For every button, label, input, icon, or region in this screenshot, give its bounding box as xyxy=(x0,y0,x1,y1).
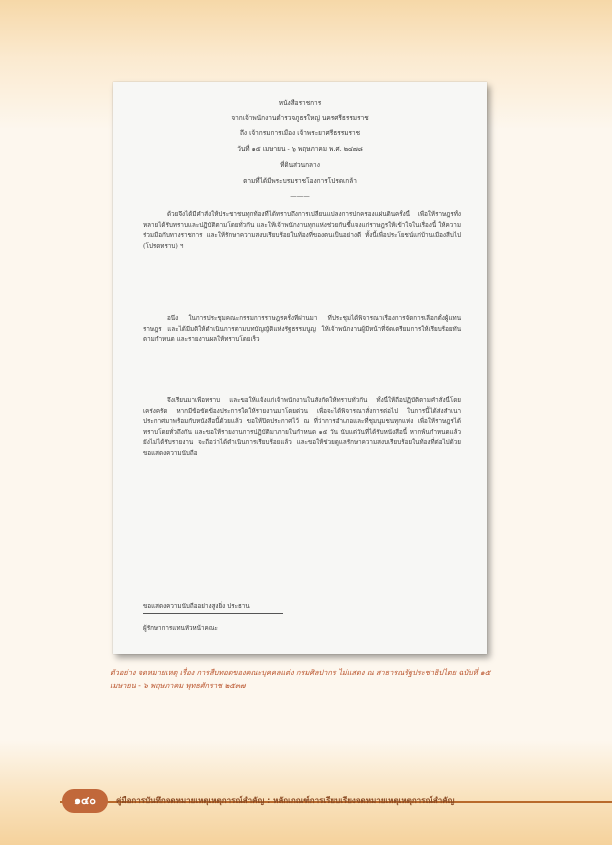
document-header-line: หนังสือราชการ xyxy=(278,99,322,107)
page-number: ๑๔๐ xyxy=(62,789,108,813)
footer-title: คู่มือการบันทึกจดหมายเหตุเหตุการณ์สำคัญ : หลักเกณฑ์การเรียบเรียงจดหมายเหตุเหตุการณ์สำคัญ xyxy=(116,796,455,805)
document-header-line: วันที่ ๑๕ เมษายน - ๖ พฤษภาคม พ.ศ. ๒๔๗๘ xyxy=(237,145,363,153)
figure-caption: ตัวอย่าง จดหมายเหตุ เรื่อง การสืบทอดของคณะบุคคลแต่ง กรมศิลปากร ไม่แสดง ณ สาธารณรัฐประชาธิปไตย ฉบับที่ ๑๕ เมษายน - ๖ พฤษภาคม พุทธศักราช ๒๕๓๗ xyxy=(110,668,491,690)
document-paragraph: ด้วยจึงได้มีคำสั่งให้ประชาชนทุกท้องที่ได้ทราบถึงการเปลี่ยนแปลงการปกครองแผ่นดินครั้งนี้ เพื่อให้ราษฎรทั้งหลายได้รับทราบและปฏิบัติตามโดยทั่วกัน และให้เจ้าพนักงานทุกแห่งช่วยกันชี้แจงแก่ราษฎรให้เข้าใจในเรื่องนี้ ให้ความร่วมมือกับทางราชการ และให้รักษาความสงบเรียบร้อยในท้องที่ของตนเป็นอย่างดี ทั้งนี้เพื่อประโยชน์แก่บ้านเมืองสืบไป (โปรดทราบ) ฯ xyxy=(143,211,461,250)
document-paragraph: จึงเรียนมาเพื่อทราบ และขอให้แจ้งแก่เจ้าพนักงานในสังกัดให้ทราบทั่วกัน ทั้งนี้ให้ถือปฏิบัติตามคำสั่งนี้โดยเคร่งครัด หากมีข้อขัดข้องประการใดให้รายงานมาโดยด่วน เพื่อจะได้พิจารณาสั่งการต่อไป ในการนี้ได้ส่งสำเนาประกาศมาพร้อมกับหนังสือนี้ด้วยแล้ว ขอให้ปิดประกาศไว้ ณ ที่ว่าการอำเภอและที่ชุมนุมชนทุกแห่ง เพื่อให้ราษฎรได้ทราบโดยทั่วถึงกัน และขอให้รายงานการปฏิบัติมาภายในกำหนด ๑๕ วัน นับแต่วันที่ได้รับหนังสือนี้ หากพ้นกำหนดแล้วยังไม่ได้รับรายงาน จะถือว่าได้ดำเนินการเรียบร้อยแล้ว และขอให้ช่วยดูแลรักษาความสงบเรียบร้อยในท้องที่ต่อไปด้วย ขอแสดงความนับถือ xyxy=(143,397,461,457)
signature-title: ผู้รักษาการแทนหัวหน้าคณะ xyxy=(143,625,218,632)
archival-document-image xyxy=(113,82,487,654)
document-header-line: ที่ดินส่วนกลาง xyxy=(280,161,320,169)
signature-line: ขอแสดงความนับถืออย่างสูงยิ่ง ประธาน xyxy=(143,603,250,610)
document-header-line: ถึง เจ้ากรมการเมือง เจ้าพระยาศรีธรรมราช xyxy=(239,129,361,137)
document-paragraph: อนึ่ง ในการประชุมคณะกรรมการราษฎรครั้งที่ผ่านมา ที่ประชุมได้พิจารณาเรื่องการจัดการเลือกตั้งผู้แทนราษฎร และได้มีมติให้ดำเนินการตามบทบัญญัติแห่งรัฐธรรมนูญ ให้เจ้าพนักงานผู้มีหน้าที่จัดเตรียมการให้เรียบร้อยทันตามกำหนด และรายงานผลให้ทราบโดยเร็ว xyxy=(143,315,461,344)
signature-underline xyxy=(143,613,283,614)
document-header-line: ตามที่ได้มีพระบรมราชโองการโปรดเกล้า xyxy=(243,177,357,185)
document-header-line: จากเจ้าพนักงานตำรวจภูธรใหญ่ นครศรีธรรมราช xyxy=(231,114,369,122)
document-header-divider: ——— xyxy=(290,192,310,200)
